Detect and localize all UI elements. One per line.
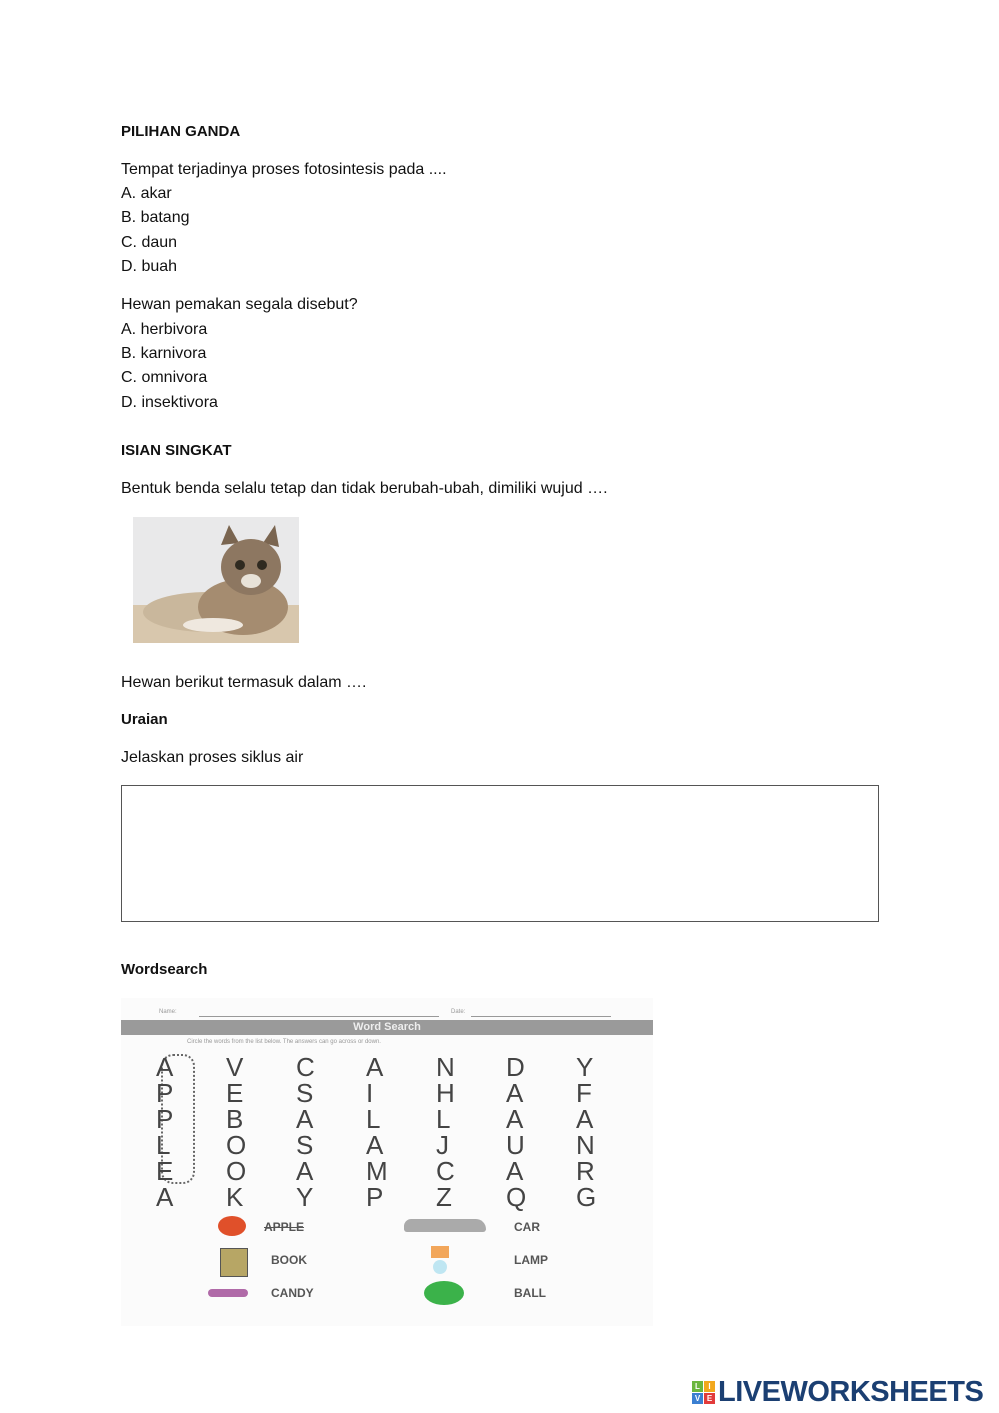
option: B. karnivora (121, 345, 207, 362)
grid-letter: Y (296, 1182, 314, 1212)
logo-text: LIVEWORKSHEETS (718, 1376, 984, 1408)
short-question-2: Hewan berikut termasuk dalam …. (121, 674, 367, 691)
date-label: Date: (451, 1009, 466, 1015)
grid-letter: A (156, 1052, 174, 1082)
grid-letter: G (576, 1182, 597, 1212)
grid-letter: Z (436, 1182, 452, 1212)
grid-letter: S (296, 1130, 314, 1160)
live-badge-icon: L I V E (692, 1381, 715, 1404)
grid-letter: B (226, 1104, 244, 1134)
grid-letter: C (296, 1052, 315, 1082)
grid-letter: A (296, 1104, 314, 1134)
grid-letter: P (156, 1078, 174, 1108)
grid-letter: E (226, 1078, 244, 1108)
grid-letter: P (366, 1182, 384, 1212)
word-ball: BALL (514, 1286, 546, 1300)
grid-letter: A (576, 1104, 594, 1134)
grid-letter: H (436, 1078, 455, 1108)
option: C. omnivora (121, 369, 208, 386)
grid-letter: V (226, 1052, 244, 1082)
lamp-icon (431, 1246, 449, 1258)
question-2: Hewan pemakan segala disebut? (121, 296, 358, 313)
grid-letter: A (506, 1078, 524, 1108)
liveworksheets-logo (692, 1376, 983, 1409)
grid-letter: N (436, 1052, 455, 1082)
grid-letter: N (576, 1130, 595, 1160)
section-essay: Uraian (121, 711, 168, 728)
word-apple: APPLE (264, 1220, 305, 1234)
grid-letter: A (366, 1052, 384, 1082)
essay-answer-box[interactable] (121, 785, 879, 922)
option: D. insektivora (121, 394, 218, 411)
section-multiple-choice: PILIHAN GANDA (121, 123, 241, 140)
grid-letter: D (506, 1052, 525, 1082)
grid-letter: R (576, 1156, 595, 1186)
cat-image (133, 517, 299, 643)
grid-letter: A (506, 1156, 524, 1186)
word-lamp: LAMP (514, 1253, 548, 1267)
short-question-1: Bentuk benda selalu tetap dan tidak berubah-ubah, dimiliki wujud …. (121, 480, 608, 497)
wordsearch-title: Word Search (121, 1020, 653, 1035)
grid-letter: J (436, 1130, 449, 1160)
grid-letter: P (156, 1104, 174, 1134)
wordsearch-instructions: Circle the words from the list below. The answers can go across or down. (187, 1039, 381, 1045)
section-short-answer: ISIAN SINGKAT (121, 442, 232, 459)
grid-letter: Y (576, 1052, 594, 1082)
option: B. batang (121, 209, 190, 226)
letter-grid (156, 1054, 646, 1210)
grid-letter: I (366, 1078, 374, 1108)
question-1: Tempat terjadinya proses fotosintesis pada .... (121, 161, 447, 178)
essay-question: Jelaskan proses siklus air (121, 749, 304, 766)
car-icon (404, 1219, 486, 1232)
grid-letter: L (366, 1104, 381, 1134)
wordsearch-image (121, 998, 653, 1326)
grid-letter: L (436, 1104, 451, 1134)
grid-letter: A (366, 1130, 384, 1160)
grid-letter: U (506, 1130, 525, 1160)
grid-letter: O (226, 1156, 247, 1186)
option: C. daun (121, 234, 178, 251)
grid-letter: C (436, 1156, 455, 1186)
grid-letter: F (576, 1078, 592, 1108)
grid-letter: L (156, 1130, 171, 1160)
name-label: Name: (159, 1009, 177, 1015)
grid-letter: S (296, 1078, 314, 1108)
book-icon (220, 1248, 248, 1277)
lamp-bulb-icon (433, 1260, 447, 1274)
grid-letter: O (226, 1130, 247, 1160)
option: D. buah (121, 258, 178, 275)
option: A. herbivora (121, 321, 208, 338)
candy-icon (208, 1289, 248, 1297)
word-book: BOOK (271, 1253, 307, 1267)
ball-icon (424, 1281, 464, 1305)
option: A. akar (121, 185, 172, 202)
word-candy: CANDY (271, 1286, 314, 1300)
grid-letter: A (296, 1156, 314, 1186)
section-wordsearch: Wordsearch (121, 961, 208, 978)
grid-letter: K (226, 1182, 244, 1212)
apple-icon (218, 1216, 246, 1236)
word-car: CAR (514, 1220, 540, 1234)
grid-letter: E (156, 1156, 174, 1186)
grid-letter: A (506, 1104, 524, 1134)
grid-letter: Q (506, 1182, 527, 1212)
grid-letter: A (156, 1182, 174, 1212)
grid-letter: M (366, 1156, 388, 1186)
